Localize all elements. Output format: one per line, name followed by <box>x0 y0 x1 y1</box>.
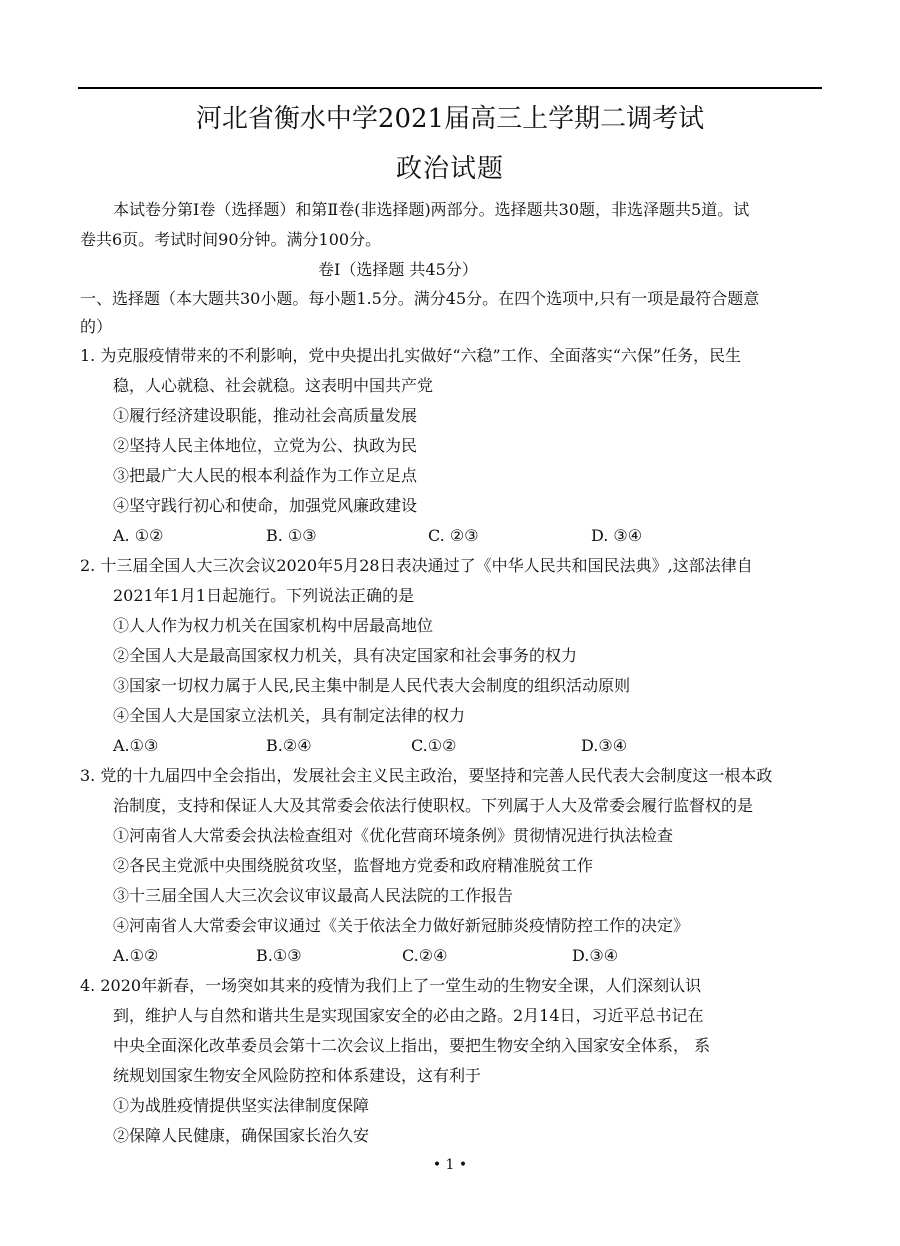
option-a: A. ①② <box>113 526 164 545</box>
statement: ②全国人大是最高国家权力机关，具有决定国家和社会事务的权力 <box>113 646 578 665</box>
option-a: A.①② <box>113 946 159 965</box>
question-stem: 稳，人心就稳、社会就稳。这表明中国共产党 <box>113 376 434 395</box>
question-stem: 4. 2020年新春，一场突如其来的疫情为我们上了一堂生动的生物安全课，人们深刻认识 <box>80 976 702 995</box>
statement: ①人人作为权力机关在国家机构中居最高地位 <box>113 616 434 635</box>
option-d: D.③④ <box>581 736 628 755</box>
statement: ①河南省人大常委会执法检查组对《优化营商环境条例》贯彻情况进行执法检查 <box>113 826 674 845</box>
statement: ②坚持人民主体地位，立党为公、执政为民 <box>113 436 418 455</box>
statement: ③国家一切权力属于人民,民主集中制是人民代表大会制度的组织活动原则 <box>113 676 631 695</box>
intro-line: 本试卷分第Ⅰ卷（选择题）和第Ⅱ卷(非选择题)两部分。选择题共30题，非选泽题共5道。试 <box>113 200 750 219</box>
page-number: • 1 • <box>432 1157 468 1173</box>
section-instructions: 一、选择题（本大题共30小题。每小题1.5分。满分45分。在四个选项中,只有一项是最符合题意 <box>80 289 760 308</box>
statement: ④河南省人大常委会审议通过《关于依法全力做好新冠肺炎疫情防控工作的决定》 <box>113 916 690 935</box>
option-d: D. ③④ <box>591 526 643 545</box>
statement: ①为战胜疫情提供坚实法律制度保障 <box>113 1096 370 1115</box>
statement: ③把最广大人民的根本利益作为工作立足点 <box>113 466 418 485</box>
option-c: C.②④ <box>402 946 448 965</box>
question-stem: 3. 党的十九届四中全会指出，发展社会主义民主政治，要坚持和完善人民代表大会制度这一根本政 <box>80 766 773 785</box>
statement: ②各民主党派中央围绕脱贫攻坚，监督地方党委和政府精准脱贫工作 <box>113 856 594 875</box>
page-title: 河北省衡水中学2021届高三上学期二调考试 <box>195 104 705 134</box>
option-c: C.①② <box>411 736 457 755</box>
question-stem: 统规划国家生物安全风险防控和体系建设，这有利于 <box>113 1066 482 1085</box>
option-b: B.①③ <box>256 946 302 965</box>
option-c: C. ②③ <box>428 526 479 545</box>
intro-line: 卷共6页。考试时间90分钟。满分100分。 <box>80 230 382 249</box>
statement: ④坚守践行初心和使命，加强党风廉政建设 <box>113 496 418 515</box>
question-stem: 2. 十三届全国人大三次会议2020年5月28日表决通过了《中华人民共和国民法典》,这部法律自 <box>80 556 753 575</box>
statement: ④全国人大是国家立法机关，具有制定法律的权力 <box>113 706 466 725</box>
statement: ②保障人民健康，确保国家长治久安 <box>113 1126 370 1145</box>
question-stem: 中央全面深化改革委员会第十二次会议上指出，要把生物安全纳入国家安全体系， 系 <box>113 1036 711 1055</box>
statement: ③十三届全国人大三次会议审议最高人民法院的工作报告 <box>113 886 514 905</box>
option-b: B. ①③ <box>266 526 317 545</box>
page-subtitle: 政治试题 <box>395 154 504 184</box>
question-stem: 1. 为克服疫情带来的不利影响，党中央提出扎实做好“六稳”工作、全面落实“六保”任务，民生 <box>80 346 742 365</box>
option-b: B.②④ <box>266 736 312 755</box>
top-rule <box>78 87 822 89</box>
section-heading: 卷Ⅰ（选择题 共45分） <box>318 260 478 279</box>
statement: ①履行经济建设职能，推动社会高质量发展 <box>113 406 418 425</box>
section-instructions: 的） <box>80 317 113 336</box>
question-stem: 治制度，支持和保证人大及其常委会依法行使职权。下列属于人大及常委会履行监督权的是 <box>113 796 754 815</box>
option-d: D.③④ <box>572 946 619 965</box>
option-a: A.①③ <box>113 736 159 755</box>
question-stem: 到，维护人与自然和谐共生是实现国家安全的必由之路。2月14日，习近平总书记在 <box>113 1006 704 1025</box>
question-stem: 2021年1月1日起施行。下列说法正确的是 <box>113 586 415 605</box>
